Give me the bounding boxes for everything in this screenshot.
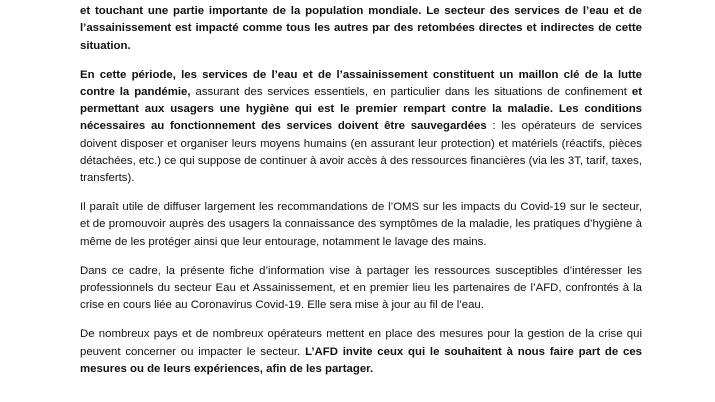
paragraph-4 (80, 263, 642, 315)
document-body (80, 0, 642, 390)
paragraph-2-text: assurant des services essentiels, en particulier dans les situations de confinement (195, 86, 632, 99)
paragraph-5-text: De nombreux pays et de nombreux opérateurs mettent en place des mesures pour la gestion de la crise qui peuvent concerner ou impacter le secteur. (80, 328, 642, 358)
paragraph-5-text: L’AFD invite ceux qui le souhaitent à nous faire part de ces mesures ou de leurs expériences, afin de les partager. (80, 345, 643, 375)
paragraph-5 (80, 326, 642, 378)
paragraph-1 (80, 0, 642, 55)
paragraph-3 (80, 199, 642, 251)
paragraph-2-text: : les opérateurs de services doivent disposer et organiser leurs moyens humains (en assurant leur protection) et matériels (réactifs, pièces détachées, etc.) ce qui suppose de continuer à avoir accès à des ressources financières (via les 3T, tarif, taxes, transferts). (80, 120, 642, 185)
paragraph-1-text: et touchant une partie importante de la population mondiale. Le secteur des services de l’eau et de l’assainissement est impacté comme tous les autres par des retombées directes et indirectes de cette situation. (80, 5, 642, 52)
paragraph-2-text: et permettant aux usagers une hygiène qui est le premier rempart contre la maladie. Les conditions nécessaires au fonctionnement des services doivent être sauvegardées (80, 86, 642, 133)
paragraph-3-text: Il paraît utile de diffuser largement les recommandations de l’OMS sur les impacts du Covid-19 sur le secteur, et de promouvoir auprès des usagers la connaissance des symptômes de la maladie, les pratiques d’hygiène à même de les protéger ainsi que leur entourage, notamment le lavage des mains. (80, 201, 642, 248)
paragraph-2-text: En cette période, les services de l’eau et de l’assainissement constituent un maillon clé de la lutte contre la pandémie, (80, 68, 642, 99)
paragraph-4-text: Dans ce cadre, la présente fiche d’information vise à partager les ressources susceptibles d’intéresser les professionnels du secteur Eau et Assainissement, et en premier lieu les partenaires de l’AFD, confrontés à la crise en cours liée au Coronavirus Covid-19. Elle sera mise à jour au fil de l’eau. (80, 264, 642, 312)
paragraph-2 (80, 67, 642, 187)
